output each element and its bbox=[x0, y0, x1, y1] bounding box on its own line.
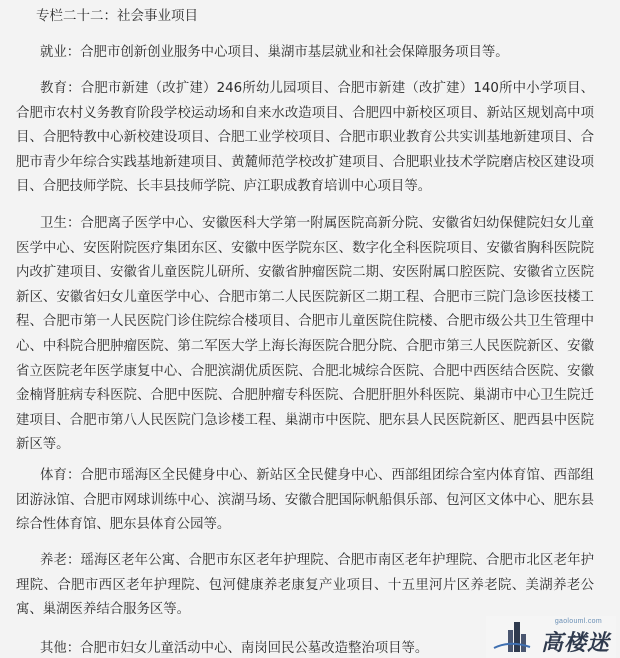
watermark-url: gaolouml.com bbox=[554, 618, 602, 625]
paragraph-health: 卫生：合肥离子医学中心、安徽医科大学第一附属医院高新分院、安徽省妇幼保健院妇女儿童医学中心、安医附院医疗集团东区、安徽中医学院东区、数字化全科医院项目、安徽省胸科医院院内改扩建项目、安徽省儿童医院儿研所、安徽省肿瘤医院二期、安医附属口腔医院、安徽省立医院新区、安徽省妇女儿童医学中心、合肥市第二人民医院新区二期工程、合肥市三院门急诊医技楼工程、合肥市第一人民医院门诊住院综合楼项目、合肥市儿童医院住院楼、合肥市级公共卫生管理中心、中科院合肥肿瘤医院、第二军医大学上海长海医院合肥分院、合肥市第三人民医院新区、安徽省立医院老年医学康复中心、合肥滨湖优质医院、合肥北城综合医院、合肥中西医结合医院、安徽金楠肾脏病专科医院、合肥中医院、合肥肿瘤专科医院、合肥肝胆外科医院、巢湖市中心卫生院迁建项目、合肥市第八人民医院门急诊楼工程、巢湖市中医院、肥东县人民医院新区、肥西县中医院新区等。 bbox=[16, 216, 594, 453]
watermark-text: 高楼迷 bbox=[540, 631, 610, 656]
site-watermark bbox=[486, 616, 616, 658]
paragraph-elderly-care: 养老：瑶海区老年公寓、合肥市东区老年护理院、合肥市南区老年护理院、合肥市北区老年护理院、合肥市西区老年护理院、包河健康养老康复产业项目、十五里河片区养老院、美湖养老公寓、巢湖医养结合服务区等。 bbox=[16, 553, 594, 618]
paragraph-employment: 就业：合肥市创新创业服务中心项目、巢湖市基层就业和社会保障服务项目等。 bbox=[40, 45, 509, 60]
paragraph-sports: 体育：合肥市瑶海区全民健身中心、新站区全民健身中心、西部组团综合室内体育馆、西部组团游泳馆、合肥市网球训练中心、滨湖马场、安徽合肥国际帆船俱乐部、包河区文体中心、肥东县综合性体育馆、肥东县体育公园等。 bbox=[16, 468, 594, 533]
building-logo-icon bbox=[492, 620, 532, 654]
paragraph-other: 其他：合肥市妇女儿童活动中心、南岗回民公墓改造整治项目等。 bbox=[40, 641, 429, 656]
paragraph-education: 教育：合肥市新建（改扩建）246所幼儿园项目、合肥市新建（改扩建）140所中小学项目、合肥市农村义务教育阶段学校运动场和自来水改造项目、合肥四中新校区项目、新站区规划高中项目、合肥特教中心新校建设项目、合肥工业学校项目、合肥市职业教育公共实训基地新建项目、合肥市青少年综合实践基地新建项目、黄麓师范学校改扩建项目、合肥职业技术学院磨店校区建设项目、合肥技师学院、长丰县技师学院、庐江职成教育培训中心项目等。 bbox=[16, 81, 594, 195]
page-title: 专栏二十二：社会事业项目 bbox=[36, 8, 198, 24]
